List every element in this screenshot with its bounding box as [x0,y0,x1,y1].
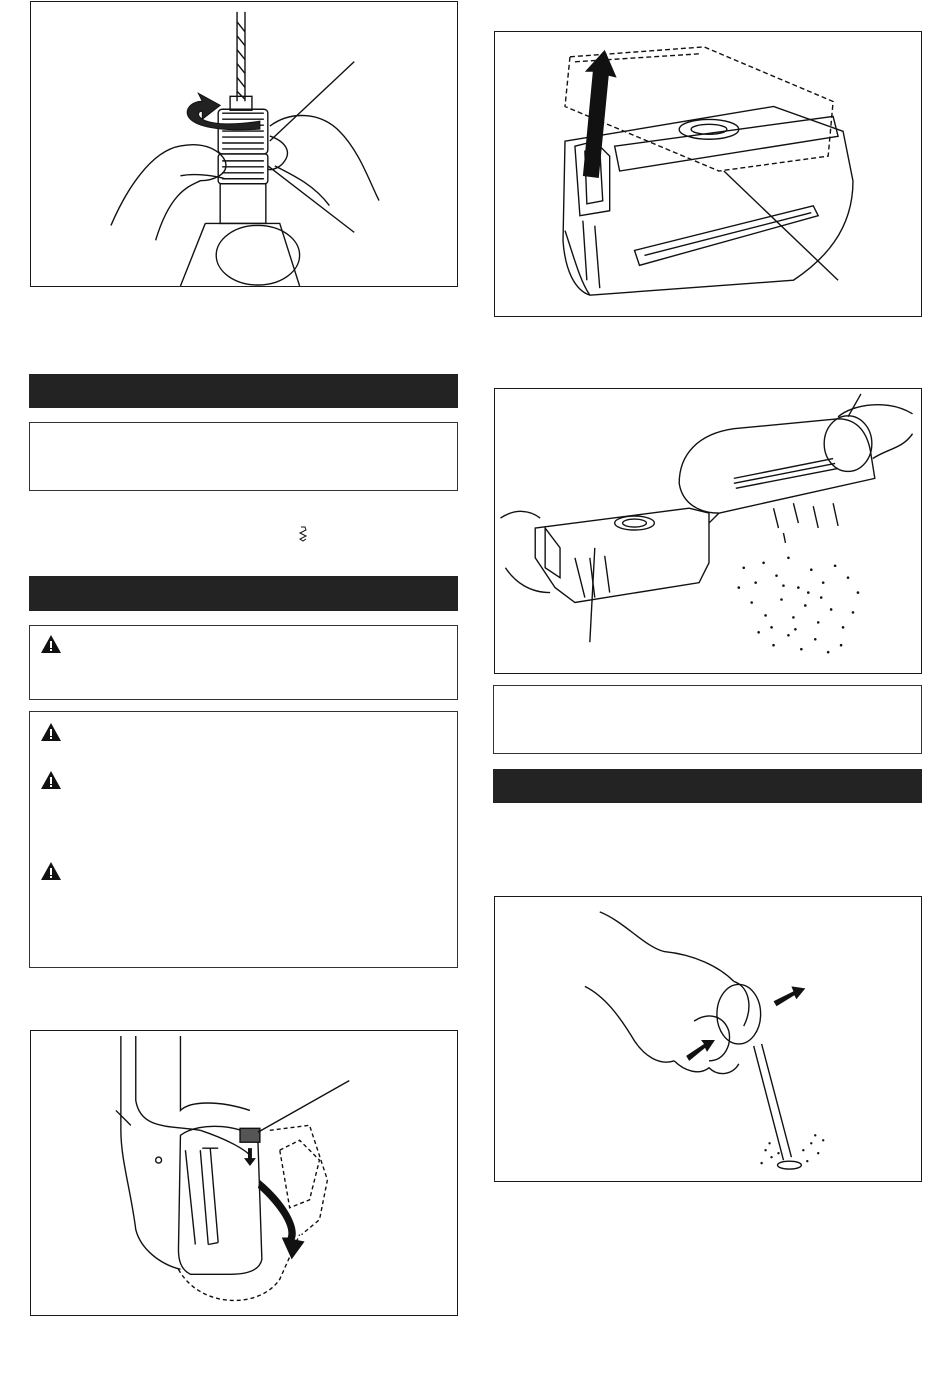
dust-particles [760,1134,824,1164]
section-header-bar-3 [493,769,922,803]
blow-out-bulb-illustration [495,897,921,1181]
figure-dust-emptying [494,388,922,674]
figure-dust-case-open [494,31,922,317]
dust-particles [737,557,859,654]
warning-triangle-icon [40,722,62,742]
rotation-arrow-icon [187,93,260,129]
note-box-1 [29,422,458,491]
drill-bit-symbol-icon [298,526,308,542]
warning-triangle-icon [40,770,62,790]
warning-triangle-icon [40,634,62,654]
figure-blow-out-bulb [494,896,922,1182]
warning-box-1 [29,625,458,700]
warning-box-2 [29,711,458,968]
warning-triangle-icon [40,861,62,881]
note-box-2 [493,685,922,754]
dust-emptying-illustration [495,389,921,673]
dust-case-open-illustration [495,32,921,316]
chuck-illustration [31,2,457,286]
section-header-bar-2 [29,576,458,611]
section-header-bar-1 [29,374,458,408]
figure-dust-box-removal [30,1030,458,1316]
figure-chuck [30,1,458,287]
dust-box-removal-illustration [31,1031,457,1315]
